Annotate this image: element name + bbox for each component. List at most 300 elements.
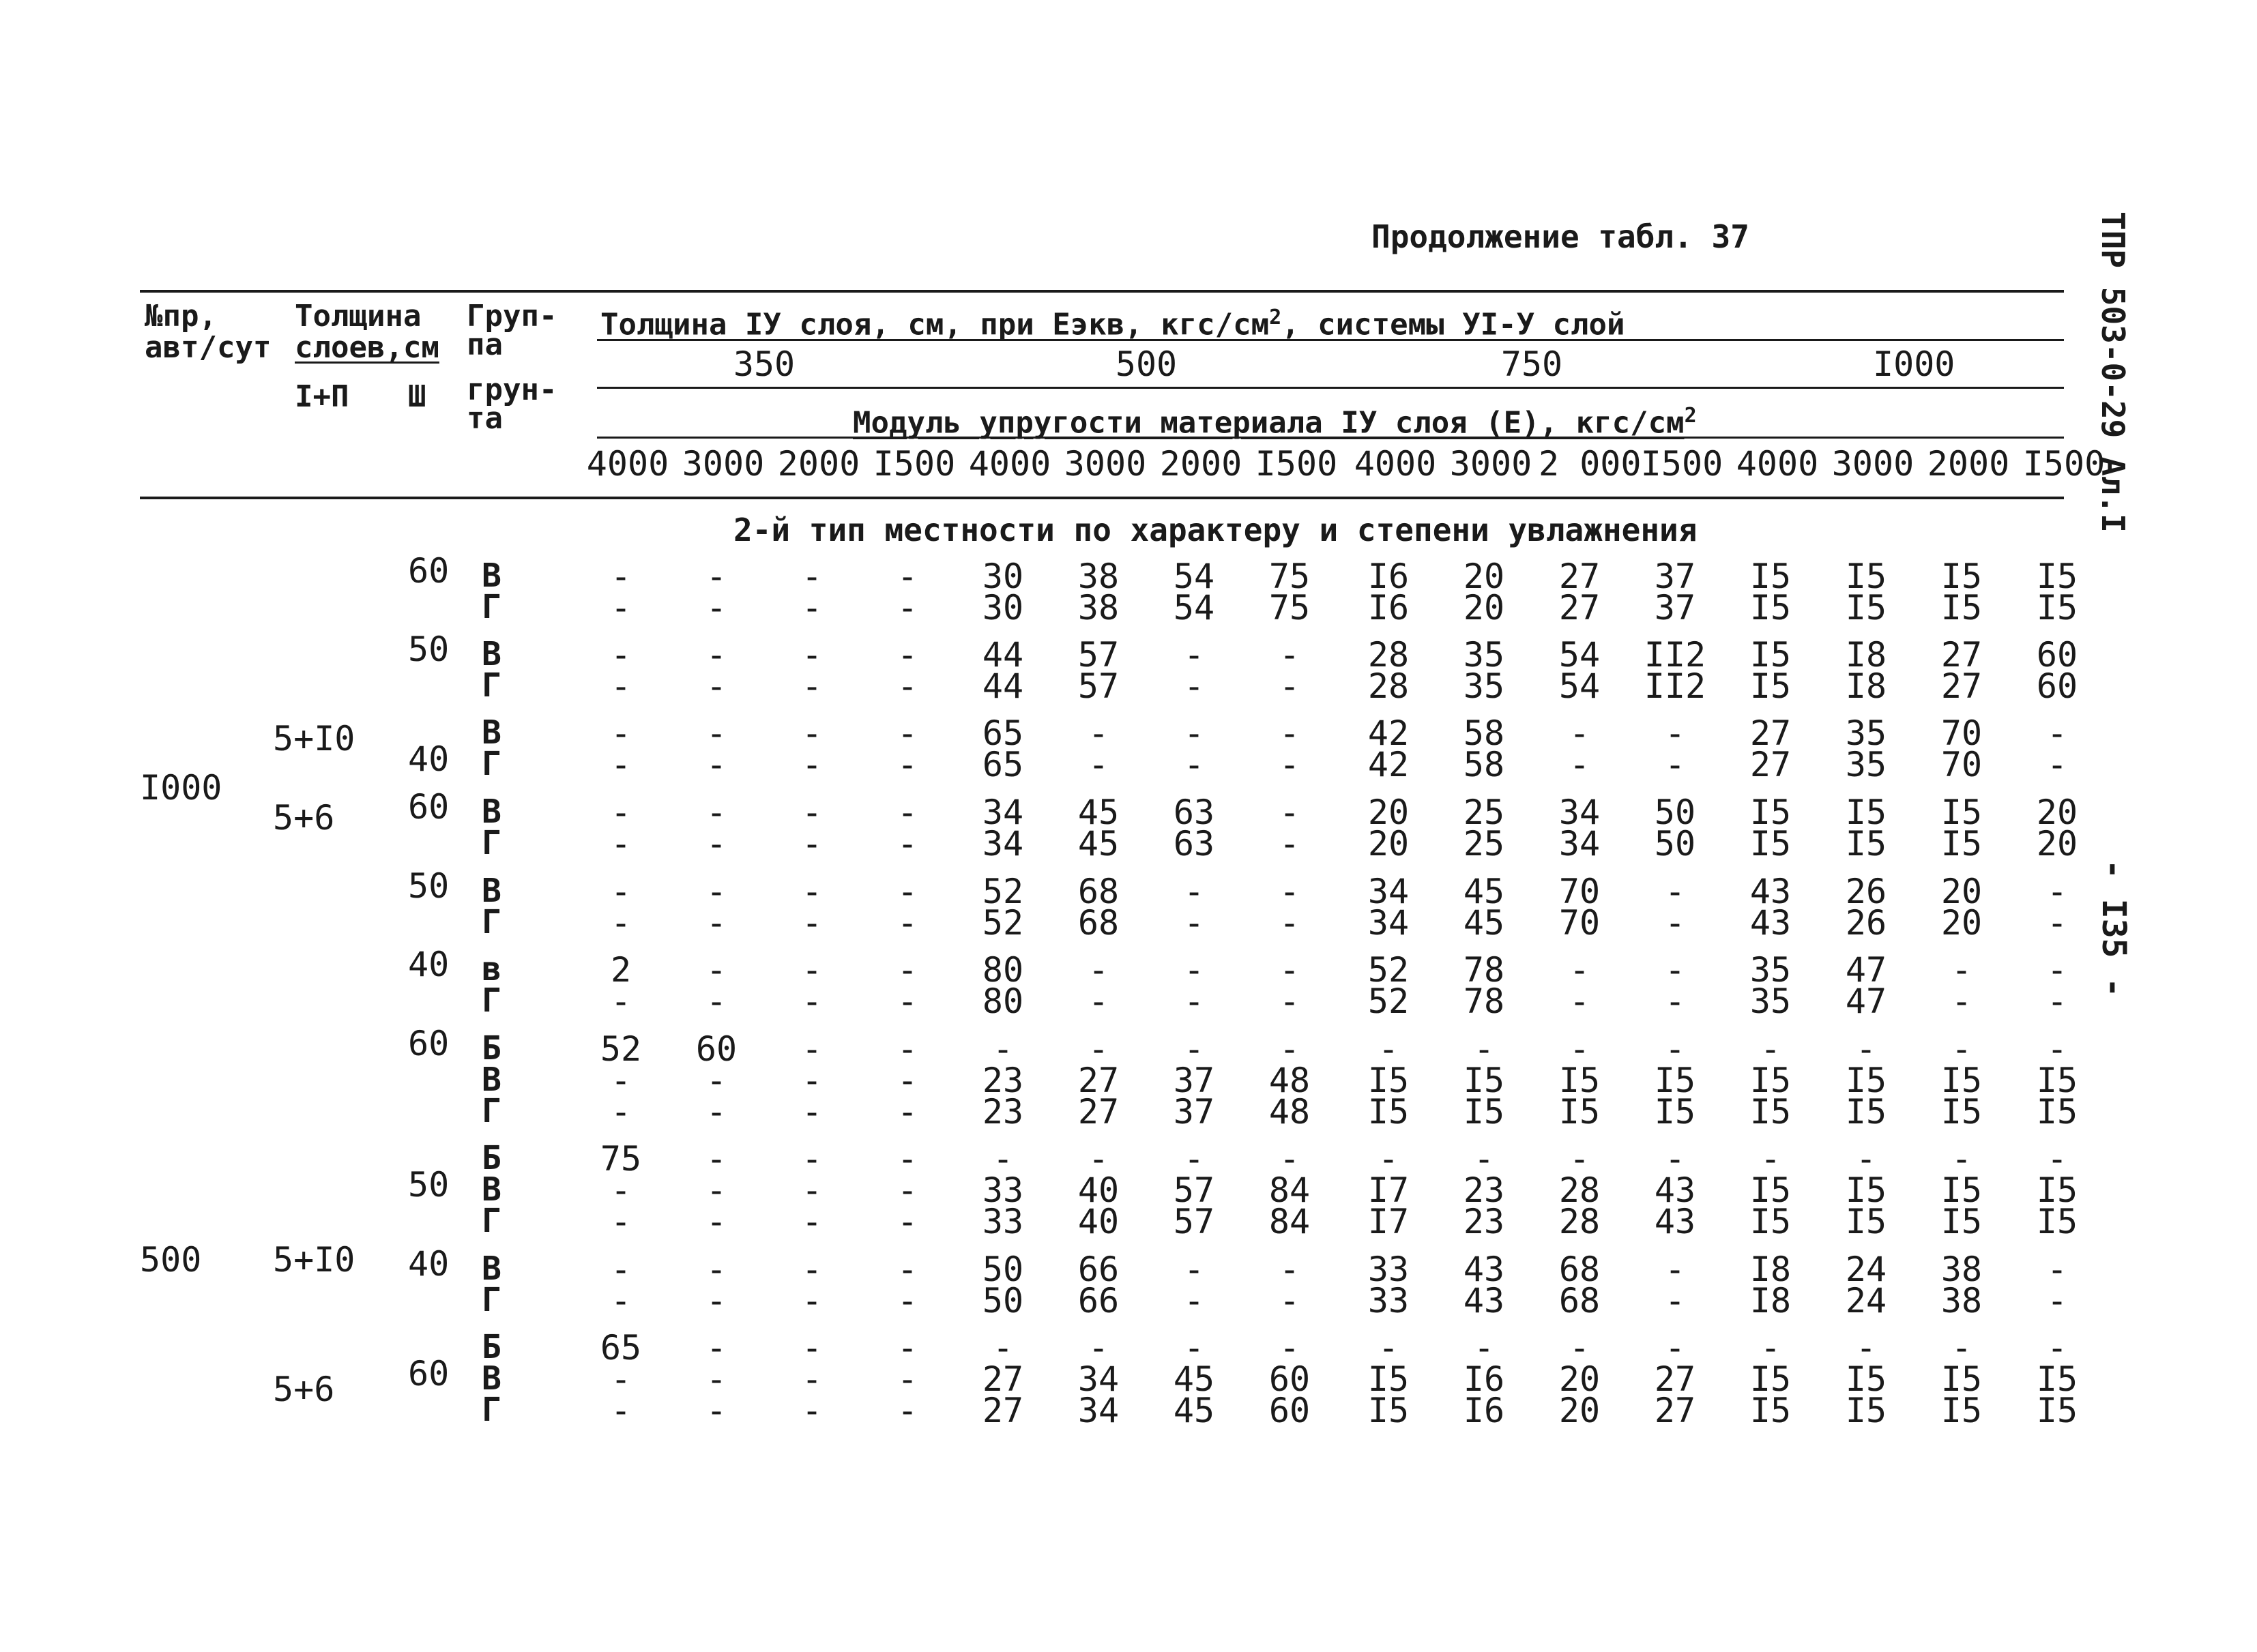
table-cell: - bbox=[1473, 1029, 1495, 1069]
table-cell: 23 bbox=[982, 1092, 1024, 1132]
soil-group: Б bbox=[482, 1029, 501, 1067]
table-cell: 78 bbox=[1463, 982, 1505, 1021]
table-cell: 65 bbox=[982, 745, 1024, 784]
table-cell: I5 bbox=[1749, 1061, 1792, 1100]
table-cell: - bbox=[2046, 1250, 2068, 1289]
table-cell: - bbox=[1664, 982, 1686, 1021]
table-cell: - bbox=[610, 666, 632, 706]
table-cell: I8 bbox=[1845, 635, 1887, 675]
table-cell: I5 bbox=[1940, 1061, 1983, 1100]
table-cell: 33 bbox=[982, 1202, 1024, 1241]
table-cell: - bbox=[801, 713, 823, 753]
layer3-thickness: 60 bbox=[408, 1024, 450, 1063]
table-cell: - bbox=[610, 1250, 632, 1289]
table-cell: - bbox=[1664, 745, 1686, 784]
table-cell: I6 bbox=[1463, 1359, 1505, 1399]
table-cell: I5 bbox=[1463, 1061, 1505, 1100]
table-cell: 52 bbox=[982, 872, 1024, 911]
table-cell: 80 bbox=[982, 950, 1024, 990]
table-cell: - bbox=[1664, 950, 1686, 990]
table-cell: 20 bbox=[1940, 872, 1983, 911]
table-cell: 27 bbox=[982, 1359, 1024, 1399]
table-cell: - bbox=[897, 1281, 918, 1321]
layer3-thickness: 40 bbox=[408, 945, 450, 984]
table-cell: 65 bbox=[982, 713, 1024, 753]
table-cell: I5 bbox=[1749, 666, 1792, 706]
table-cell: - bbox=[1279, 713, 1300, 753]
table-cell: - bbox=[801, 1202, 823, 1241]
soil-group: Г bbox=[482, 745, 501, 783]
table-cell: - bbox=[801, 745, 823, 784]
table-cell: - bbox=[1569, 713, 1590, 753]
table-cell: 27 bbox=[1654, 1391, 1696, 1430]
table-cell: 52 bbox=[1367, 950, 1410, 990]
table-cell: 66 bbox=[1077, 1281, 1120, 1321]
table-cell: - bbox=[1569, 1328, 1590, 1368]
table-cell: - bbox=[1183, 745, 1205, 784]
table-cell: 70 bbox=[1558, 903, 1601, 943]
table-cell: I5 bbox=[1940, 1359, 1983, 1399]
table-cell: - bbox=[705, 1170, 727, 1210]
table-cell: - bbox=[1378, 1029, 1399, 1069]
table-cell: I5 bbox=[2036, 1092, 2078, 1132]
table-cell: - bbox=[897, 903, 918, 943]
soil-group: В bbox=[482, 872, 501, 910]
table-cell: - bbox=[1279, 872, 1300, 911]
table-cell: 38 bbox=[1940, 1281, 1983, 1321]
table-cell: I5 bbox=[1940, 1092, 1983, 1132]
table-cell: - bbox=[610, 1391, 632, 1430]
thickness-label: 5+I0 bbox=[273, 719, 355, 758]
table-cell: 23 bbox=[1463, 1202, 1505, 1241]
table-cell: - bbox=[705, 982, 727, 1021]
table-cell: 65 bbox=[600, 1328, 642, 1368]
table-cell: I5 bbox=[2036, 1202, 2078, 1241]
table-cell: I5 bbox=[1749, 1170, 1792, 1210]
table-cell: 34 bbox=[1367, 872, 1410, 911]
thickness-label: 5+6 bbox=[273, 798, 335, 838]
table-cell: - bbox=[1569, 745, 1590, 784]
table-cell: 35 bbox=[1463, 635, 1505, 675]
table-cell: II2 bbox=[1644, 666, 1706, 706]
table-cell: I5 bbox=[1367, 1092, 1410, 1132]
traffic-label-1000: I000 bbox=[140, 768, 222, 808]
table-cell: - bbox=[1279, 1139, 1300, 1179]
table-cell: 58 bbox=[1463, 713, 1505, 753]
table-cell: 57 bbox=[1173, 1170, 1215, 1210]
table-cell: - bbox=[1378, 1139, 1399, 1179]
table-cell: 45 bbox=[1173, 1391, 1215, 1430]
modulus-value: 3000 bbox=[1449, 444, 1532, 484]
table-cell: 45 bbox=[1077, 793, 1120, 832]
table-cell: - bbox=[1569, 1029, 1590, 1069]
table-cell: 38 bbox=[1077, 588, 1120, 628]
table-cell: - bbox=[705, 588, 727, 628]
soil-group: Г bbox=[482, 982, 501, 1020]
table-cell: - bbox=[610, 982, 632, 1021]
table-cell: - bbox=[1088, 1328, 1109, 1368]
eekv-value: I000 bbox=[1873, 344, 1955, 384]
table-cell: - bbox=[1855, 1139, 1877, 1179]
table-cell: - bbox=[1279, 1328, 1300, 1368]
table-cell: - bbox=[1378, 1328, 1399, 1368]
table-cell: I8 bbox=[1845, 666, 1887, 706]
table-cell: - bbox=[1569, 1139, 1590, 1179]
table-cell: 58 bbox=[1463, 745, 1505, 784]
table-cell: - bbox=[1664, 903, 1686, 943]
table-cell: 52 bbox=[600, 1029, 642, 1069]
table-cell: - bbox=[801, 1139, 823, 1179]
table-cell: 54 bbox=[1558, 635, 1601, 675]
soil-group: Г bbox=[482, 666, 501, 705]
table-cell: - bbox=[610, 1281, 632, 1321]
table-cell: 68 bbox=[1558, 1250, 1601, 1289]
table-cell: - bbox=[801, 903, 823, 943]
table-cell: 57 bbox=[1077, 666, 1120, 706]
table-cell: I5 bbox=[1940, 793, 1983, 832]
table-cell: - bbox=[992, 1029, 1014, 1069]
table-cell: - bbox=[705, 557, 727, 596]
table-cell: - bbox=[2046, 872, 2068, 911]
table-cell: - bbox=[1760, 1029, 1781, 1069]
table-cell: I5 bbox=[1367, 1359, 1410, 1399]
table-cell: 38 bbox=[1077, 557, 1120, 596]
table-cell: 37 bbox=[1173, 1061, 1215, 1100]
table-cell: 47 bbox=[1845, 982, 1887, 1021]
table-cell: I5 bbox=[1845, 1061, 1887, 1100]
table-cell: - bbox=[705, 745, 727, 784]
table-cell: - bbox=[1473, 1328, 1495, 1368]
layer3-thickness: 60 bbox=[408, 787, 450, 827]
table-cell: - bbox=[1279, 903, 1300, 943]
eekv-value: 350 bbox=[733, 344, 796, 384]
table-cell: - bbox=[1183, 713, 1205, 753]
table-cell: - bbox=[1951, 1328, 1972, 1368]
table-cell: - bbox=[1951, 950, 1972, 990]
table-cell: I5 bbox=[1845, 1092, 1887, 1132]
table-cell: 27 bbox=[1558, 557, 1601, 596]
table-cell: - bbox=[801, 666, 823, 706]
table-cell: - bbox=[801, 1061, 823, 1100]
table-cell: - bbox=[610, 588, 632, 628]
table-cell: 60 bbox=[2036, 635, 2078, 675]
modulus-value: 2000 bbox=[1159, 444, 1242, 484]
table-cell: 60 bbox=[1268, 1359, 1311, 1399]
table-cell: - bbox=[1088, 1029, 1109, 1069]
table-cell: - bbox=[1183, 1029, 1205, 1069]
table-cell: 50 bbox=[982, 1281, 1024, 1321]
soil-group: В bbox=[482, 713, 501, 752]
table-cell: - bbox=[897, 713, 918, 753]
table-cell: 20 bbox=[1463, 588, 1505, 628]
table-cell: 60 bbox=[1268, 1391, 1311, 1430]
modulus-value: 3000 bbox=[1831, 444, 1914, 484]
table-cell: 45 bbox=[1173, 1359, 1215, 1399]
layer3-thickness: 60 bbox=[408, 551, 450, 591]
table-cell: I5 bbox=[1845, 588, 1887, 628]
soil-group: Г bbox=[482, 1202, 501, 1240]
table-cell: 27 bbox=[1077, 1092, 1120, 1132]
table-cell: - bbox=[1664, 1250, 1686, 1289]
table-cell: - bbox=[1473, 1139, 1495, 1179]
table-cell: - bbox=[705, 1139, 727, 1179]
table-cell: 43 bbox=[1749, 872, 1792, 911]
table-cell: 27 bbox=[982, 1391, 1024, 1430]
table-cell: 27 bbox=[1654, 1359, 1696, 1399]
table-cell: - bbox=[610, 1092, 632, 1132]
table-cell: I7 bbox=[1367, 1170, 1410, 1210]
table-cell: I5 bbox=[1749, 1202, 1792, 1241]
table-cell: 63 bbox=[1173, 824, 1215, 864]
table-cell: I5 bbox=[1558, 1092, 1601, 1132]
table-cell: 34 bbox=[1367, 903, 1410, 943]
table-cell: - bbox=[897, 635, 918, 675]
table-cell: - bbox=[801, 982, 823, 1021]
table-cell: 40 bbox=[1077, 1170, 1120, 1210]
table-cell: - bbox=[610, 1061, 632, 1100]
table-cell: I6 bbox=[1367, 588, 1410, 628]
table-cell: - bbox=[801, 635, 823, 675]
table-cell: I5 bbox=[2036, 1359, 2078, 1399]
table-cell: - bbox=[1569, 982, 1590, 1021]
table-cell: 80 bbox=[982, 982, 1024, 1021]
table-cell: - bbox=[1183, 1281, 1205, 1321]
table-cell: I5 bbox=[1940, 1170, 1983, 1210]
table-cell: 28 bbox=[1558, 1170, 1601, 1210]
table-cell: - bbox=[801, 1359, 823, 1399]
table-cell: 34 bbox=[1558, 793, 1601, 832]
table-cell: - bbox=[1760, 1139, 1781, 1179]
table-cell: - bbox=[897, 666, 918, 706]
table-cell: I5 bbox=[1749, 824, 1792, 864]
table-cell: - bbox=[1664, 872, 1686, 911]
header-bottom-rule bbox=[140, 497, 2064, 499]
table-cell: - bbox=[610, 824, 632, 864]
table-cell: - bbox=[801, 824, 823, 864]
table-cell: I5 bbox=[1367, 1391, 1410, 1430]
table-cell: - bbox=[1279, 950, 1300, 990]
table-cell: 68 bbox=[1077, 872, 1120, 911]
table-cell: 27 bbox=[1749, 713, 1792, 753]
table-cell: - bbox=[1855, 1029, 1877, 1069]
table-cell: 54 bbox=[1558, 666, 1601, 706]
table-cell: - bbox=[1088, 982, 1109, 1021]
modulus-value: 2000 bbox=[1927, 444, 2010, 484]
table-cell: - bbox=[2046, 1139, 2068, 1179]
table-cell: - bbox=[1664, 1281, 1686, 1321]
table-cell: - bbox=[705, 635, 727, 675]
table-cell: 30 bbox=[982, 588, 1024, 628]
table-cell: - bbox=[705, 1092, 727, 1132]
table-cell: I7 bbox=[1367, 1202, 1410, 1241]
table-cell: I6 bbox=[1463, 1391, 1505, 1430]
table-cell: 45 bbox=[1463, 903, 1505, 943]
table-cell: 23 bbox=[982, 1061, 1024, 1100]
table-cell: 35 bbox=[1749, 950, 1792, 990]
table-cell: - bbox=[897, 982, 918, 1021]
table-top-rule bbox=[140, 290, 2064, 293]
table-cell: - bbox=[1569, 950, 1590, 990]
modulus-value: I500 bbox=[1255, 444, 1338, 484]
table-cell: - bbox=[897, 824, 918, 864]
table-cell: - bbox=[1183, 903, 1205, 943]
table-cell: 28 bbox=[1367, 666, 1410, 706]
table-cell: - bbox=[897, 872, 918, 911]
table-cell: 23 bbox=[1463, 1170, 1505, 1210]
soil-group: Г bbox=[482, 1391, 501, 1429]
table-cell: 40 bbox=[1077, 1202, 1120, 1241]
table-cell: - bbox=[610, 903, 632, 943]
table-cell: 45 bbox=[1077, 824, 1120, 864]
table-cell: 34 bbox=[1077, 1359, 1120, 1399]
modulus-value: 2000 bbox=[777, 444, 860, 484]
table-cell: 35 bbox=[1845, 745, 1887, 784]
table-cell: - bbox=[705, 666, 727, 706]
table-cell: I5 bbox=[1749, 557, 1792, 596]
table-cell: - bbox=[2046, 713, 2068, 753]
table-cell: - bbox=[801, 1250, 823, 1289]
table-cell: 24 bbox=[1845, 1250, 1887, 1289]
table-cell: 25 bbox=[1463, 793, 1505, 832]
table-cell: I5 bbox=[1940, 824, 1983, 864]
table-cell: - bbox=[801, 872, 823, 911]
table-cell: 27 bbox=[1940, 635, 1983, 675]
table-cell: - bbox=[705, 1359, 727, 1399]
table-cell: - bbox=[2046, 745, 2068, 784]
table-cell: - bbox=[897, 950, 918, 990]
modulus-value: 4000 bbox=[586, 444, 669, 484]
table-cell: I8 bbox=[1749, 1281, 1792, 1321]
layer3-thickness: 40 bbox=[408, 1244, 450, 1284]
table-cell: 54 bbox=[1173, 588, 1215, 628]
table-cell: 25 bbox=[1463, 824, 1505, 864]
table-cell: - bbox=[897, 1359, 918, 1399]
table-cell: 37 bbox=[1654, 557, 1696, 596]
table-cell: I5 bbox=[1845, 557, 1887, 596]
table-cell: - bbox=[705, 950, 727, 990]
table-cell: I5 bbox=[1749, 793, 1792, 832]
table-cell: - bbox=[801, 950, 823, 990]
table-cell: - bbox=[897, 1328, 918, 1368]
soil-group: В bbox=[482, 793, 501, 831]
table-cell: I5 bbox=[2036, 1061, 2078, 1100]
table-cell: 84 bbox=[1268, 1170, 1311, 1210]
side-code: ТПР 503-0-29 Ал.I bbox=[2095, 211, 2131, 533]
table-cell: - bbox=[610, 745, 632, 784]
table-cell: 20 bbox=[1367, 824, 1410, 864]
table-cell: - bbox=[1088, 1139, 1109, 1179]
table-cell: 43 bbox=[1654, 1202, 1696, 1241]
table-cell: - bbox=[897, 745, 918, 784]
table-cell: 50 bbox=[1654, 824, 1696, 864]
table-cell: 42 bbox=[1367, 745, 1410, 784]
table-cell: 20 bbox=[1367, 793, 1410, 832]
section-title: 2-й тип местности по характеру и степени увлажнения bbox=[733, 512, 1698, 548]
table-cell: 38 bbox=[1940, 1250, 1983, 1289]
soil-group: Г bbox=[482, 1281, 501, 1319]
table-cell: - bbox=[1279, 666, 1300, 706]
table-cell: - bbox=[897, 588, 918, 628]
table-cell: 35 bbox=[1845, 713, 1887, 753]
table-cell: - bbox=[1088, 745, 1109, 784]
table-cell: 28 bbox=[1367, 635, 1410, 675]
table-cell: I5 bbox=[1845, 1359, 1887, 1399]
table-cell: 60 bbox=[2036, 666, 2078, 706]
table-cell: - bbox=[2046, 903, 2068, 943]
header-main-title: Толщина IУ слоя, см, при Еэкв, кгс/$см^2$, системы УI-У слой bbox=[600, 306, 1625, 342]
table-cell: 66 bbox=[1077, 1250, 1120, 1289]
table-cell: 42 bbox=[1367, 713, 1410, 753]
table-cell: I5 bbox=[1558, 1061, 1601, 1100]
table-cell: - bbox=[801, 557, 823, 596]
table-cell: - bbox=[1951, 982, 1972, 1021]
table-cell: 70 bbox=[1940, 713, 1983, 753]
table-cell: - bbox=[897, 1170, 918, 1210]
table-cell: - bbox=[801, 1281, 823, 1321]
table-cell: - bbox=[1183, 1250, 1205, 1289]
table-cell: - bbox=[705, 872, 727, 911]
soil-group: Б bbox=[482, 1328, 501, 1366]
traffic-label-500: 500 bbox=[140, 1240, 202, 1280]
table-cell: - bbox=[992, 1328, 1014, 1368]
table-cell: - bbox=[897, 1202, 918, 1241]
table-cell: - bbox=[705, 1061, 727, 1100]
page-title: Продолжение табл. 37 bbox=[1371, 218, 1749, 255]
table-cell: 28 bbox=[1558, 1202, 1601, 1241]
table-cell: - bbox=[705, 1328, 727, 1368]
soil-group: Г bbox=[482, 588, 501, 626]
table-cell: - bbox=[1183, 635, 1205, 675]
table-cell: I5 bbox=[1845, 1202, 1887, 1241]
table-cell: 37 bbox=[1654, 588, 1696, 628]
table-cell: 68 bbox=[1077, 903, 1120, 943]
soil-group: В bbox=[482, 1061, 501, 1099]
table-cell: I5 bbox=[1845, 1170, 1887, 1210]
table-cell: 20 bbox=[2036, 793, 2078, 832]
table-cell: I5 bbox=[1463, 1092, 1505, 1132]
table-cell: - bbox=[897, 793, 918, 832]
table-cell: - bbox=[610, 557, 632, 596]
table-cell: 27 bbox=[1558, 588, 1601, 628]
table-cell: - bbox=[1760, 1328, 1781, 1368]
modulus-value: 4000 bbox=[968, 444, 1051, 484]
table-cell: 43 bbox=[1654, 1170, 1696, 1210]
table-cell: - bbox=[1664, 1029, 1686, 1069]
table-cell: - bbox=[1279, 1281, 1300, 1321]
modulus-value: 2 000 bbox=[1539, 444, 1642, 484]
table-cell: - bbox=[705, 903, 727, 943]
table-cell: 20 bbox=[1940, 903, 1983, 943]
table-cell: - bbox=[801, 1092, 823, 1132]
table-cell: 43 bbox=[1463, 1281, 1505, 1321]
table-cell: I5 bbox=[1940, 1391, 1983, 1430]
table-cell: - bbox=[1183, 1139, 1205, 1179]
table-cell: 78 bbox=[1463, 950, 1505, 990]
table-cell: 75 bbox=[600, 1139, 642, 1179]
table-cell: I5 bbox=[1845, 793, 1887, 832]
table-cell: 34 bbox=[1558, 824, 1601, 864]
table-cell: 30 bbox=[982, 557, 1024, 596]
table-cell: 2 bbox=[610, 950, 632, 990]
table-cell: 68 bbox=[1558, 1281, 1601, 1321]
table-cell: 50 bbox=[982, 1250, 1024, 1289]
soil-group: Г bbox=[482, 824, 501, 862]
table-cell: - bbox=[801, 1328, 823, 1368]
table-cell: - bbox=[897, 1139, 918, 1179]
table-cell: - bbox=[610, 1170, 632, 1210]
table-cell: - bbox=[1088, 950, 1109, 990]
eekv-value: 750 bbox=[1500, 344, 1563, 384]
